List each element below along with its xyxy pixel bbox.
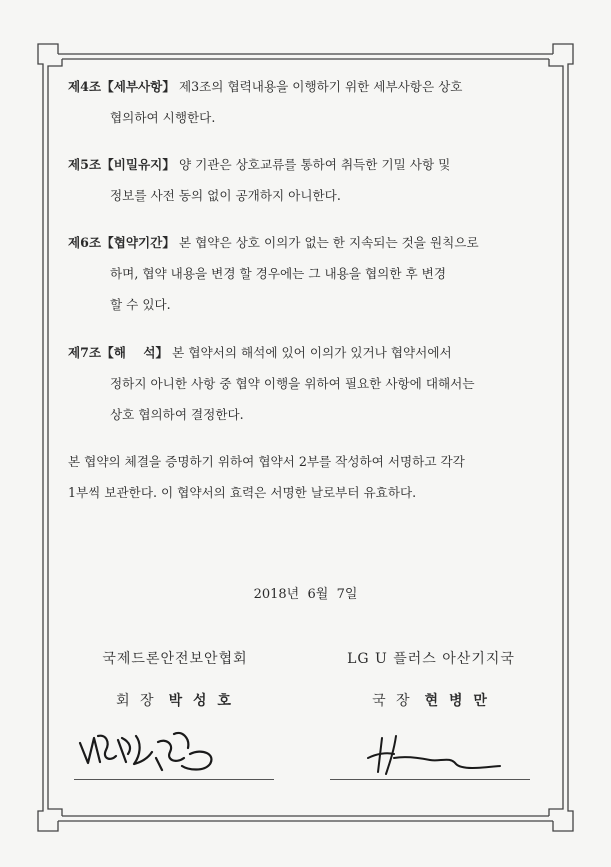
article-6-heading: 제6조【협약기간】: [68, 235, 175, 250]
signatory-2-title: 국 장: [372, 693, 413, 709]
signatory-2-signature-line: [330, 779, 530, 780]
article-7-heading: 제7조【해 석】: [68, 345, 169, 360]
article-6-text-line1: 본 협약은 상호 이의가 없는 한 지속되는 것을 원칙으로: [174, 235, 479, 250]
article-4-text-line2: 협의하여 시행한다.: [110, 110, 216, 125]
article-7-text-line1: 본 협약서의 해석에 있어 이의가 있거나 협약서에서: [168, 345, 452, 360]
signatory-1-signature-line: [74, 779, 274, 780]
signatory-1-title: 회 장: [116, 693, 157, 709]
article-6: [68, 227, 548, 320]
article-6-text-line2: 하며, 협약 내용을 변경 할 경우에는 그 내용을 협의한 후 변경: [110, 266, 447, 281]
article-7-text-line2: 정하지 아니한 사항 중 협약 이행을 위하여 필요한 사항에 대해서는: [110, 376, 475, 391]
closing-line1: 본 협약의 체결을 증명하기 위하여 협약서 2부를 작성하여 서명하고 각각: [68, 454, 465, 469]
signatory-2-signature: [360, 728, 520, 778]
article-7-text-line3: 상호 협의하여 결정한다.: [110, 407, 244, 422]
signatory-1-signature: [70, 718, 240, 780]
signing-date: 2018년 6월 7일: [253, 587, 358, 602]
signatory-2-organization: LG U 플러스 아산기지국: [347, 651, 515, 667]
signatory-1-organization: 국제드론안전보안협회: [102, 651, 248, 667]
signatory-2-title-line: [306, 690, 556, 710]
article-4-heading: 제4조【세부사항】: [68, 79, 175, 94]
article-6-text-line3: 할 수 있다.: [110, 297, 171, 312]
article-4-text-line1: 제3조의 협력내용을 이행하기 위한 세부사항은 상호: [174, 79, 463, 94]
closing-paragraph: [68, 446, 552, 508]
article-4: [68, 71, 548, 133]
article-5: [68, 149, 548, 211]
signatory-1-title-line: [50, 690, 300, 710]
article-7: [68, 337, 548, 430]
signatory-2-name: 현 병 만: [424, 693, 490, 709]
closing-line2: 1부씩 보관한다. 이 협약서의 효력은 서명한 날로부터 유효하다.: [68, 485, 417, 500]
article-5-text-line1: 양 기관은 상호교류를 통하여 취득한 기밀 사항 및: [174, 157, 451, 172]
article-5-heading: 제5조【비밀유지】: [68, 157, 175, 172]
signatory-1-name: 박 성 호: [168, 693, 234, 709]
article-5-text-line2: 정보를 사전 동의 없이 공개하지 아니한다.: [110, 188, 341, 203]
